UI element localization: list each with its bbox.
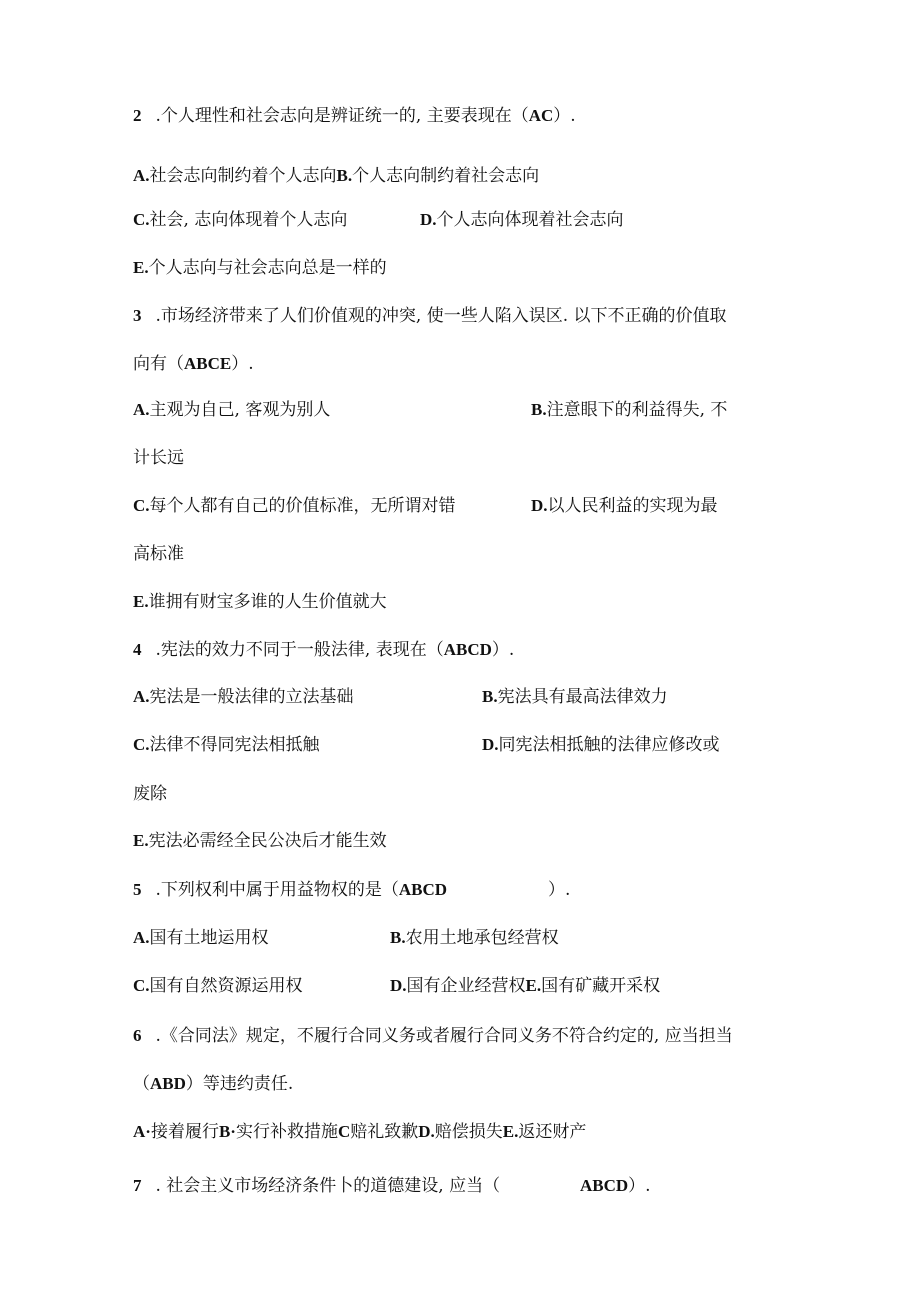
answer-key: ABCE <box>184 354 232 373</box>
question-7-answer <box>580 1175 651 1197</box>
option-b: 个人志向制约着社会志向 <box>352 166 540 186</box>
option-b: 宪法具有最高法律效力 <box>497 687 668 707</box>
option-key: A. <box>133 166 150 185</box>
question-4-option-a <box>133 686 354 708</box>
question-4-option-b <box>482 686 668 708</box>
question-5-stem-end <box>548 879 570 901</box>
option-b: 农用土地承包经营权 <box>405 928 559 948</box>
option-key: E. <box>133 831 149 850</box>
option-d-cont: 废除 <box>133 784 167 804</box>
option-key: B. <box>482 687 498 706</box>
option-key: D. <box>531 496 548 515</box>
question-2-options-ab <box>133 165 539 187</box>
question-4-option-d-cont <box>133 783 167 805</box>
option-key: A. <box>133 400 150 419</box>
option-d: 同宪法相抵触的法律应修改或 <box>498 735 720 755</box>
option-key: B. <box>531 400 547 419</box>
answer-key: ABD <box>150 1074 186 1093</box>
option-key: B. <box>390 928 406 947</box>
question-6-stem-cont <box>133 1073 293 1095</box>
question-4-option-c <box>133 734 320 756</box>
question-6-options <box>133 1121 586 1143</box>
question-text-end: ）. <box>553 106 576 126</box>
question-text-end: ）. <box>491 640 515 660</box>
option-d: 个人志向体现着社会志向 <box>436 210 624 230</box>
question-text: . 社会主义市场经济条件卜的道德建设, 应当（ <box>155 1176 501 1196</box>
question-6-stem <box>133 1025 733 1047</box>
question-2-option-c <box>133 209 347 231</box>
option-key: C. <box>133 735 150 754</box>
question-3-option-d-cont <box>133 543 184 565</box>
option-a: 主观为自己, 客观为别人 <box>149 400 331 420</box>
option-key: C. <box>133 210 150 229</box>
question-text-end: ）. <box>548 880 571 900</box>
question-number: 7 <box>133 1176 142 1195</box>
option-b: 注意眼下的利益得失, 不 <box>546 400 728 420</box>
option-key: C. <box>133 976 150 995</box>
option-c: 每个人都有自己的价值标准，无所谓对错 <box>149 496 456 516</box>
question-number: 4 <box>133 640 142 659</box>
question-3-option-a <box>133 399 330 421</box>
question-number: 6 <box>133 1026 142 1045</box>
question-text: 向有（ <box>133 354 184 374</box>
option-key: E. <box>502 1122 519 1141</box>
question-5-option-c <box>133 975 303 997</box>
option-key: A· <box>133 1122 151 1141</box>
option-c: 法律不得同宪法相抵触 <box>149 735 320 755</box>
option-key: D. <box>420 210 437 229</box>
question-4-option-d <box>482 734 720 756</box>
question-text: .市场经济带来了人们价值观的冲突, 使一些人陷入误区. 以下不正确的价值取 <box>155 306 727 326</box>
question-5-options-de <box>390 975 660 997</box>
question-number: 3 <box>133 306 142 325</box>
question-2-option-e <box>133 257 387 279</box>
question-3-option-e <box>133 591 387 613</box>
option-e: 宪法必需经全民公决后才能生效 <box>148 831 387 851</box>
option-a: 社会志向制约着个人志向 <box>149 166 337 186</box>
question-3-option-c <box>133 495 456 517</box>
question-text: ）等违约责任. <box>185 1074 294 1094</box>
option-e: 谁拥有财宝多谁的人生价值就大 <box>148 592 387 612</box>
option-c: 社会, 志向体现着个人志向 <box>149 210 348 230</box>
question-text: .个人理性和社会志向是辨证统一的, 主要表现在（ <box>155 106 529 126</box>
answer-key: ABCD <box>443 640 492 659</box>
option-key: B. <box>336 166 353 185</box>
question-text: .《合同法》规定，不履行合同义务或者履行合同义务不符合约定的, 应当担当 <box>155 1026 733 1046</box>
question-2-option-d <box>420 209 624 231</box>
question-7-stem <box>133 1175 500 1197</box>
question-5-option-a <box>133 927 269 949</box>
question-number: 2 <box>133 106 142 125</box>
option-b: 实行补救措施 <box>235 1122 338 1142</box>
option-key: E. <box>133 592 149 611</box>
answer-key: AC <box>528 106 554 125</box>
option-key: A. <box>133 928 150 947</box>
option-d: 赔偿损失 <box>434 1122 503 1142</box>
question-text-end: ）. <box>231 354 254 374</box>
option-c: 赔礼致歉 <box>350 1122 419 1142</box>
question-number: 5 <box>133 880 142 899</box>
question-3-option-b-cont <box>133 447 184 469</box>
option-key: D. <box>418 1122 435 1141</box>
question-5-stem <box>133 879 447 901</box>
option-key: E. <box>133 258 149 277</box>
option-key: C. <box>133 496 150 515</box>
option-b-cont: 计长远 <box>133 448 184 468</box>
option-key: C <box>337 1122 351 1141</box>
answer-key: ABCD <box>398 880 448 899</box>
option-a: 国有土地运用权 <box>149 928 269 948</box>
question-2-stem <box>133 105 576 127</box>
option-key: B· <box>218 1122 236 1141</box>
question-4-stem <box>133 639 514 661</box>
option-d-cont: 高标准 <box>133 544 184 564</box>
question-3-option-b <box>531 399 727 421</box>
option-key: A. <box>133 687 150 706</box>
option-e: 返还财产 <box>518 1122 587 1142</box>
answer-key: ABCD <box>580 1176 629 1195</box>
option-d: 国有企业经营权 <box>406 976 526 996</box>
option-key: E. <box>525 976 542 995</box>
question-text-end: ）. <box>628 1176 651 1196</box>
option-d: 以人民利益的实现为最 <box>547 496 718 516</box>
question-3-option-d <box>531 495 718 517</box>
question-4-option-e <box>133 830 387 852</box>
question-text-open: （ <box>133 1074 150 1094</box>
question-3-stem-cont <box>133 353 254 375</box>
question-text: .宪法的效力不同于一般法律, 表现在（ <box>155 640 444 660</box>
option-key: D. <box>482 735 499 754</box>
option-key: D. <box>390 976 407 995</box>
question-5-option-b <box>390 927 559 949</box>
option-e: 国有矿藏开采权 <box>541 976 661 996</box>
option-e: 个人志向与社会志向总是一样的 <box>148 258 387 278</box>
question-3-stem <box>133 305 727 327</box>
option-a: 宪法是一般法律的立法基础 <box>149 687 354 707</box>
option-c: 国有自然资源运用权 <box>149 976 303 996</box>
question-text: .下列权利中属于用益物权的是（ <box>155 880 399 900</box>
option-a: 接着履行 <box>150 1122 219 1142</box>
